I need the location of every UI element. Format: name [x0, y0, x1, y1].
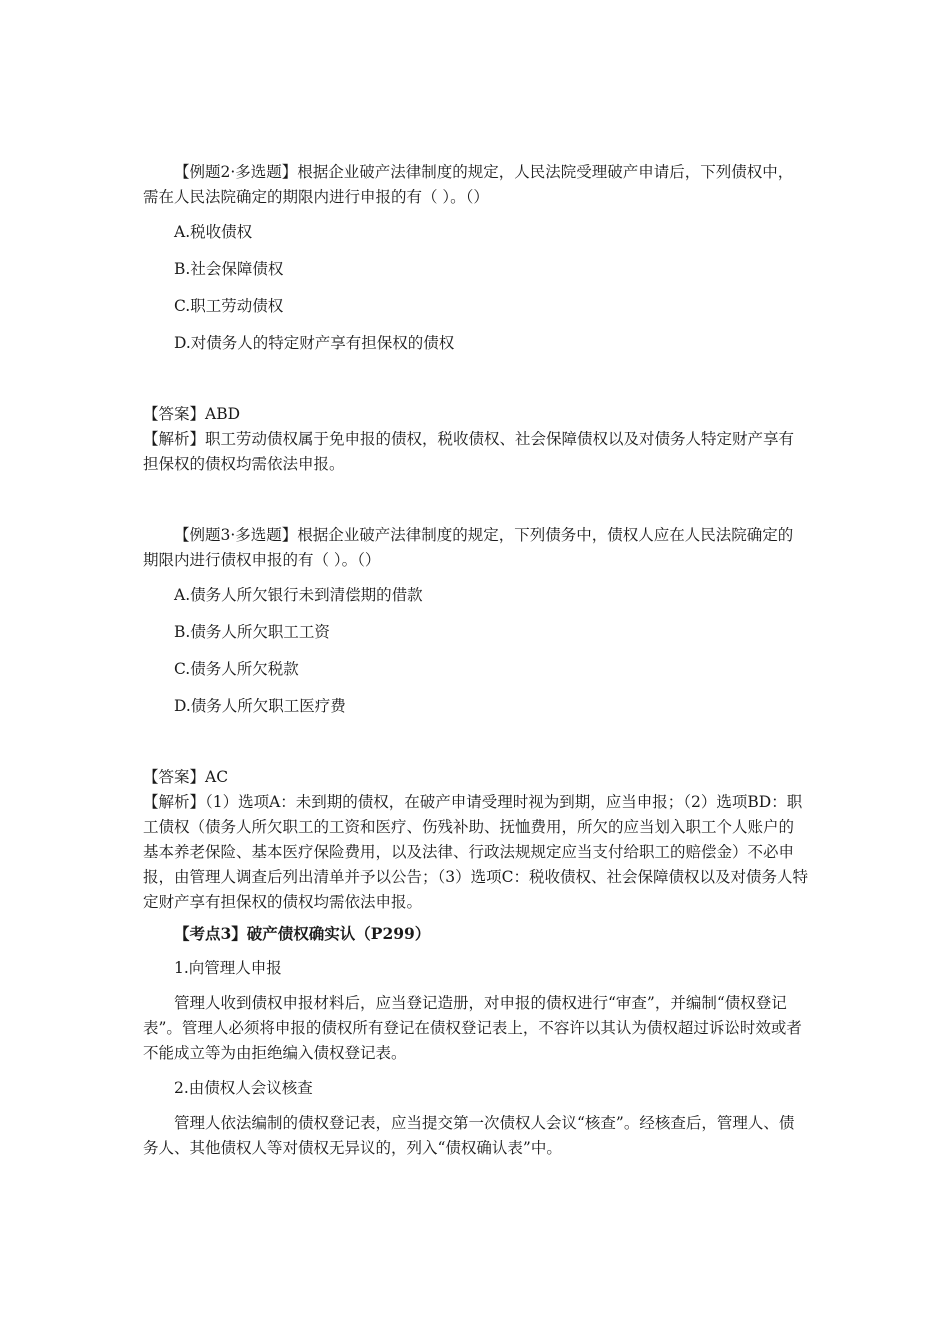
- spacer: [143, 719, 808, 765]
- example-3-analysis: 【解析】（1）选项A：未到期的债权，在破产申请受理时视为到期，应当申报；（2）选项BD：职工债权（债务人所欠职工的工资和医疗、伤残补助、抚恤费用，所欠的应当划入职工个人账户的基本养老保险、基本医疗保险费用，以及法律、行政法规规定应当支付给职工的赔偿金）不必申报，由管理人调查后列出清单并予以公告；（3）选项C：税收债权、社会保障债权以及对债务人特定财产享有担保权的债权均需依法申报。: [143, 793, 808, 911]
- spacer: [143, 356, 808, 402]
- example-2-option-d: D.对债务人的特定财产享有担保权的债权: [174, 334, 455, 352]
- example-3-question: 【例题3·多选题】根据企业破产法律制度的规定，下列债务中，债权人应在人民法院确定的期限内进行债权申报的有（ ）。（）: [143, 526, 794, 569]
- example-2-answer: 【答案】ABD: [143, 405, 241, 423]
- example-2-option-c: C.职工劳动债权: [174, 297, 284, 315]
- example-3-answer: 【答案】AC: [143, 768, 229, 786]
- example-2-option-a: A.税收债权: [174, 223, 253, 241]
- example-2-analysis: 【解析】职工劳动债权属于免申报的债权，税收债权、社会保障债权以及对债务人特定财产享有担保权的债权均需依法申报。: [143, 430, 795, 473]
- section-paragraph-2: 管理人依法编制的债权登记表，应当提交第一次债权人会议“核查”。经核查后，管理人、债务人、其他债权人等对债权无异议的，列入“债权确认表”中。: [143, 1114, 795, 1157]
- spacer: [143, 477, 808, 523]
- example-3-option-c: C.债务人所欠税款: [174, 660, 299, 678]
- example-2-option-b: B.社会保障债权: [174, 260, 284, 278]
- section-subheading-2: 2.由债权人会议核查: [174, 1079, 313, 1097]
- document-body: [143, 160, 808, 1161]
- example-2-question: 【例题2·多选题】根据企业破产法律制度的规定，人民法院受理破产申请后，下列债权中，需在人民法院确定的期限内进行申报的有（ ）。（）: [143, 163, 794, 206]
- example-3-option-d: D.债务人所欠职工医疗费: [174, 697, 346, 715]
- example-3-option-b: B.债务人所欠职工工资: [174, 623, 330, 641]
- section-paragraph-1: 管理人收到债权申报材料后，应当登记造册，对申报的债权进行“审查”，并编制“债权登记表”。管理人必须将申报的债权所有登记在债权登记表上，不容许以其认为债权超过诉讼时效或者不能成立等为由拒绝编入债权登记表。: [143, 994, 802, 1062]
- example-3-option-a: A.债务人所欠银行未到清偿期的借款: [174, 586, 423, 604]
- section-heading: 【考点3】破产债权确实认（P299）: [174, 924, 431, 943]
- section-subheading-1: 1.向管理人申报: [174, 959, 282, 977]
